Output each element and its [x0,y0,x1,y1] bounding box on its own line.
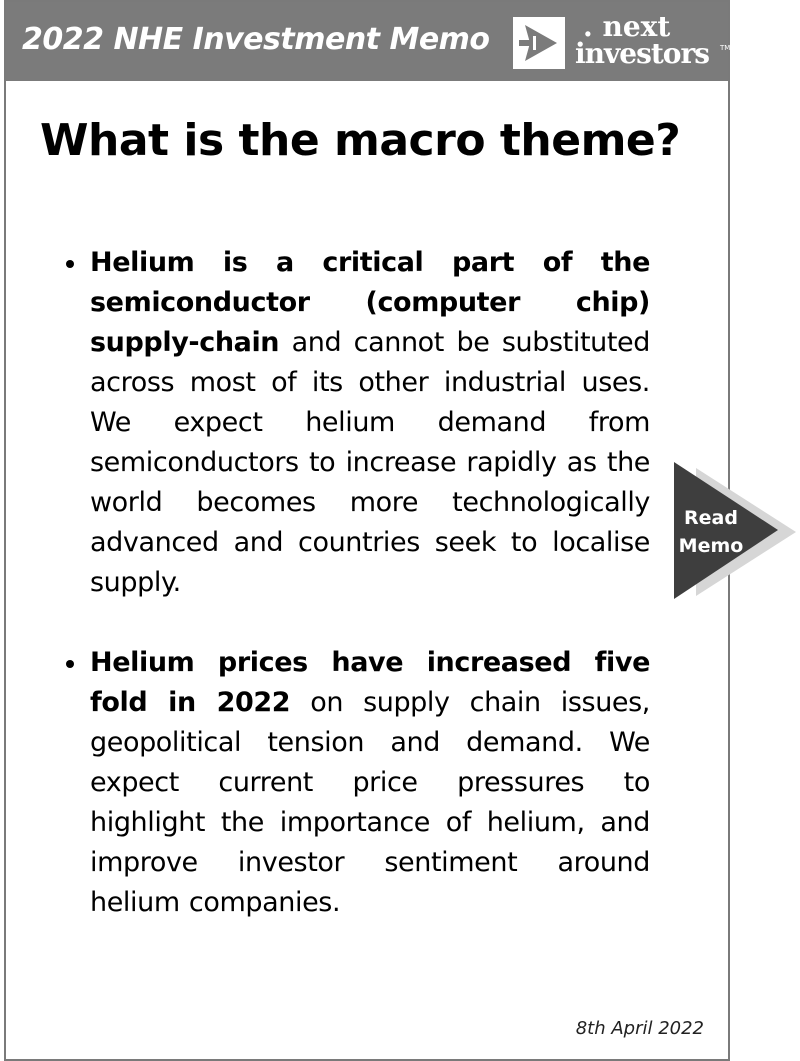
header-bar [6,2,731,81]
bullet-dot-icon [66,260,74,268]
read-memo-button[interactable] [672,460,796,602]
bullet-bold-text: Helium prices have increased five fold in 2022 [90,647,650,718]
memo-title: 2022 NHE Investment Memo [22,22,490,57]
logo-arrow-icon [513,17,565,69]
bullet-dot-icon [66,660,74,668]
memo-card [4,0,730,1061]
bullet-body-text: on supply chain issues, geopolitical tension and demand. We expect current price pressures to highlight the importance of helium, and improve investor sentiment around helium companies. [90,687,650,918]
theme-bullet-list [90,243,650,963]
logo-trademark: TM [720,44,731,52]
bullet-body-text: and cannot be substituted across most of its other industrial uses. We expect helium demand from semiconductors to increase rapidly as the world becomes more technologically advanced and countries seek to localise supply. [90,327,650,598]
read-memo-label: Read Memo [678,507,744,557]
bullet-item [90,643,650,923]
memo-date: 8th April 2022 [575,1018,704,1039]
logo-wordmark: . next investors [575,10,709,70]
section-heading: What is the macro theme? [40,115,681,166]
bullet-item [90,243,650,603]
bullet-bold-text: Helium is a critical part of the semiconductor (computer chip) supply-chain [90,247,650,358]
next-investors-logo[interactable] [513,10,731,73]
